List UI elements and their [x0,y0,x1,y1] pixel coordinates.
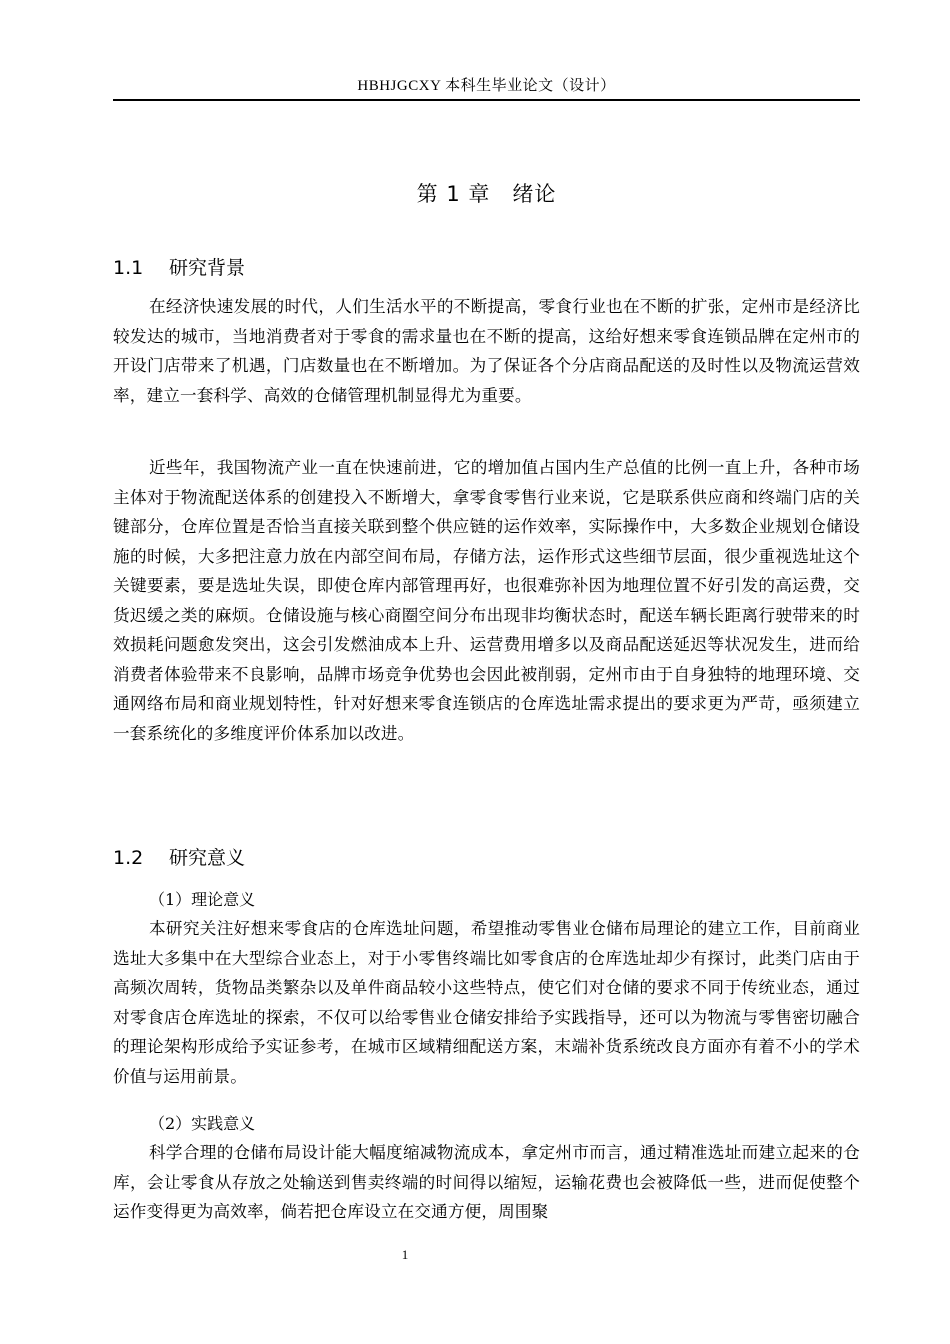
section-title: 研究意义 [169,847,246,869]
subsection-label-theory: （1）理论意义 [149,890,256,909]
paragraph: 在经济快速发展的时代，人们生活水平的不断提高，零食行业也在不断的扩张，定州市是经济比较发达的城市，当地消费者对于零食的需求量也在不断的提高，这给好想来零食连锁品牌在定州市的开设门店带来了机遇，门店数量也在不断增加。为了保证各个分店商品配送的及时性以及物流运营效率，建立一套科学、高效的仓储管理机制显得尤为重要。 [113,297,860,405]
section-heading-1-1 [113,253,245,280]
paragraph: 本研究关注好想来零食店的仓库选址问题，希望推动零售业仓储布局理论的建立工作，目前商业选址大多集中在大型综合业态上，对于小零售终端比如零食店的仓库选址却少有探讨，此类门店由于高频次周转，货物品类繁杂以及单件商品较小这些特点，使它们对仓储的要求不同于传统业态，通过对零食店仓库选址的探索，不仅可以给零售业仓储安排给予实践指导，还可以为物流与零售密切融合的理论架构形成给予实证参考，在城市区域精细配送方案，末端补货系统改良方面亦有着不小的学术价值与运用前景。 [113,919,860,1086]
section-number: 1.1 [113,257,144,279]
paragraph: 近些年，我国物流产业一直在快速前进，它的增加值占国内生产总值的比例一直上升，各种市场主体对于物流配送体系的创建投入不断增大，拿零食零售行业来说，它是联系供应商和终端门店的关键部分，仓库位置是否恰当直接关联到整个供应链的运作效率，实际操作中，大多数企业规划仓储设施的时候，大多把注意力放在内部空间布局，存储方法，运作形式这些细节层面，很少重视选址这个关键要素，要是选址失误，即使仓库内部管理再好，也很难弥补因为地理位置不好引发的高运费，交货迟缓之类的麻烦。仓储设施与核心商圈空间分布出现非均衡状态时，配送车辆长距离行驶带来的时效损耗问题愈发突出，这会引发燃油成本上升、运营费用增多以及商品配送延迟等状况发生，进而给消费者体验带来不良影响，品牌市场竞争优势也会因此被削弱，定州市由于自身独特的地理环境、交通网络布局和商业规划特性，针对好想来零食连锁店的仓库选址需求提出的要求更为严苛，亟须建立一套系统化的多维度评价体系加以改进。 [113,458,860,743]
section-heading-1-2 [113,843,245,870]
section-number: 1.2 [113,847,144,869]
running-header: HBHJGCXY 本科生毕业论文（设计） [357,78,616,94]
chapter-title: 第 1 章 绪论 [416,182,557,206]
section-title: 研究背景 [169,257,246,279]
page-number: 1 [401,1247,409,1262]
header-divider [113,99,860,101]
paragraph: 科学合理的仓储布局设计能大幅度缩减物流成本，拿定州市而言，通过精准选址而建立起来的仓库，会让零食从存放之处输送到售卖终端的时间得以缩短，运输花费也会被降低一些，进而促使整个运作变得更为高效率，倘若把仓库设立在交通方便，周围聚 [113,1143,860,1221]
subsection-label-practice: （2）实践意义 [149,1114,256,1133]
